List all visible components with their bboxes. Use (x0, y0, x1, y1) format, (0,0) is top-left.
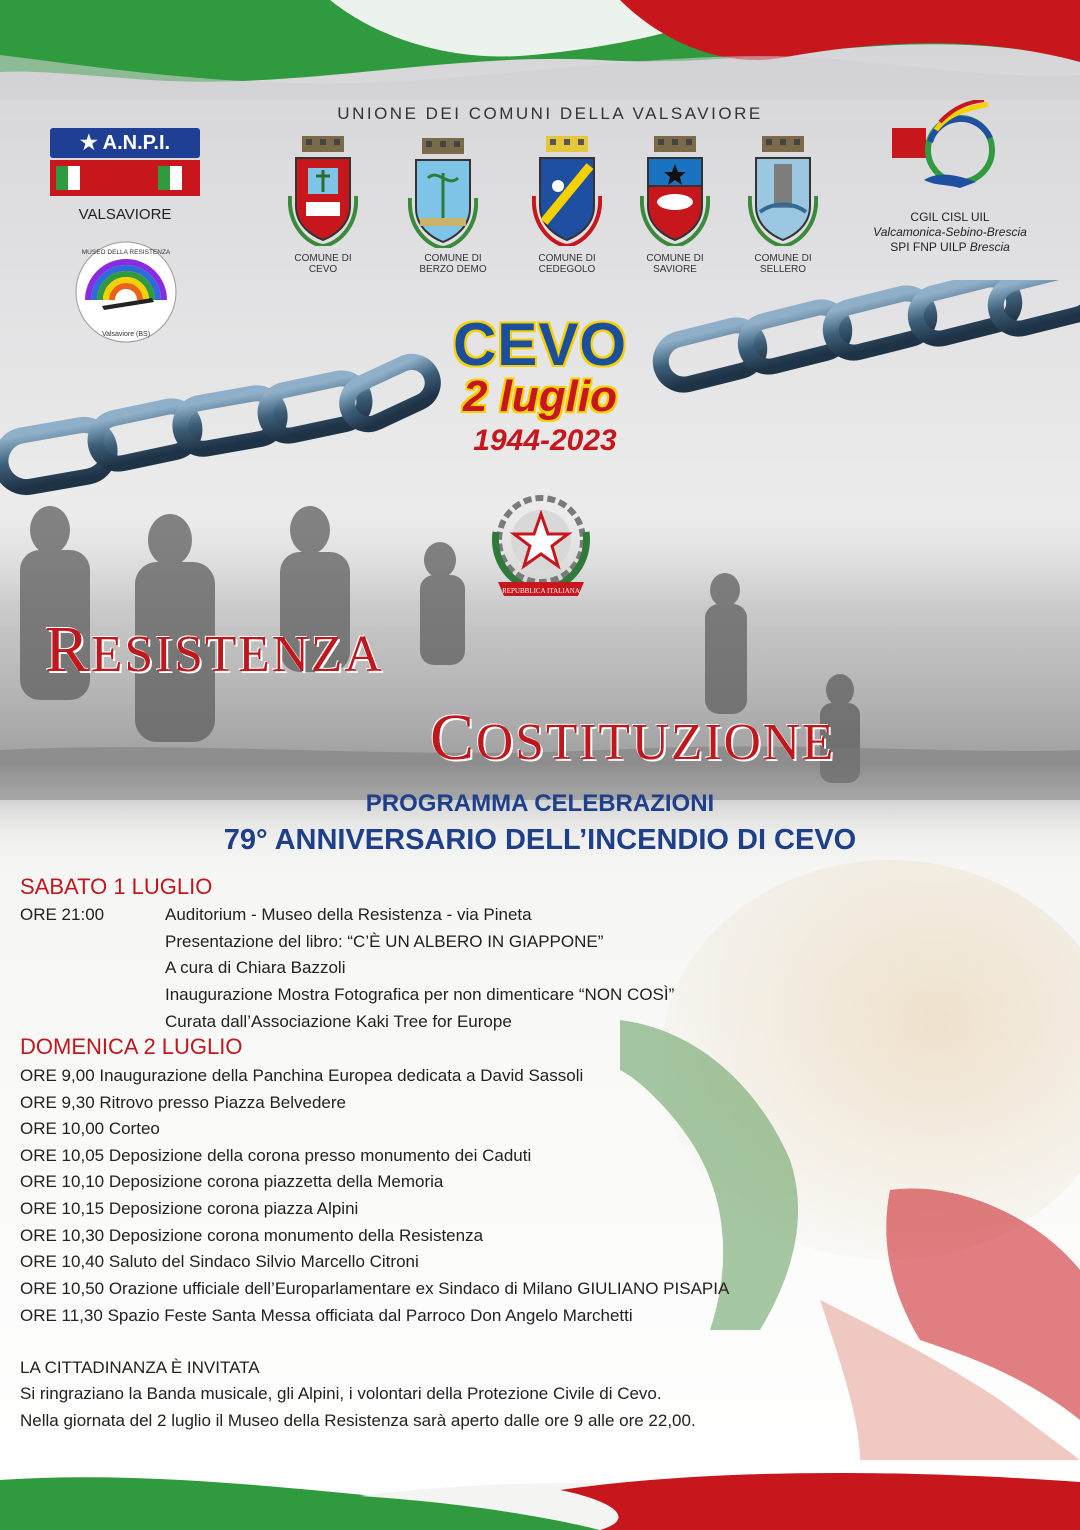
coat-of-arms-icon (748, 136, 818, 246)
sunday-item: ORE 10,15 Deposizione corona piazza Alpini (20, 1199, 359, 1218)
anpi-logo (50, 128, 200, 198)
museo-bottom-text: Valsaviore (BS) (101, 331, 151, 338)
museo-ring-text: MUSEO DELLA RESISTENZA (81, 249, 171, 256)
sunday-item: ORE 11,30 Spazio Feste Santa Messa officiata dal Parroco Don Angelo Marchetti (20, 1306, 633, 1325)
unions-line3-names: SPI FNP UILP (890, 240, 970, 254)
crest-label-saviore (620, 253, 730, 275)
event-date: 2 luglio (463, 372, 617, 421)
title-rest: OSTITUZIONE (476, 714, 836, 771)
crest-saviore (640, 136, 710, 251)
programme-heading: PROGRAMMA CELEBRAZIONI (365, 790, 715, 817)
coat-of-arms-icon (408, 138, 478, 248)
coat-of-arms-icon (640, 136, 710, 246)
crest-cevo (288, 136, 358, 251)
title-rest: ESISTENZA (91, 626, 384, 683)
italian-republic-emblem-icon (478, 482, 604, 608)
comune-name: SAVIORE (653, 264, 697, 275)
unions-line3-place: Brescia (969, 240, 1010, 254)
thanks-text: Si ringraziano la Banda musicale, gli Alpini, i volontari della Protezione Civile di Cevo. (20, 1384, 662, 1403)
hands-with-flag-illustration (560, 860, 1080, 1470)
crest-label-cevo (268, 253, 378, 275)
italian-flag-bottom-banner (0, 1460, 1080, 1530)
saturday-heading: SABATO 1 LUGLIO (20, 874, 213, 899)
union-title: UNIONE DEI COMUNI DELLA VALSAVIORE (337, 104, 763, 123)
crest-berzo-demo (408, 138, 478, 253)
museum-hours-text: Nella giornata del 2 luglio il Museo della Resistenza sarà aperto dalle ore 9 alle ore 22,00. (20, 1411, 696, 1430)
saturday-text: Auditorium - Museo della Resistenza - via Pineta (165, 905, 532, 924)
coat-of-arms-icon (532, 136, 602, 246)
comune-name: SELLERO (759, 264, 807, 275)
sunday-item: ORE 10,30 Deposizione corona monumento della Resistenza (20, 1226, 484, 1245)
title-resistenza (45, 612, 384, 688)
event-place: CEVO (452, 311, 628, 378)
comune-label-line1: COMUNE DI (424, 253, 482, 264)
emblem-ribbon-text: REPUBBLICA ITALIANA (502, 587, 580, 595)
comune-label-line1: COMUNE DI (754, 253, 812, 264)
comune-name: CEDEGOLO (538, 264, 596, 275)
anpi-flags-icon (50, 160, 200, 196)
unions-text (850, 210, 1050, 255)
crest-sellero (748, 136, 818, 251)
comune-label-line1: COMUNE DI (646, 253, 704, 264)
sunday-item: ORE 10,00 Corteo (20, 1119, 160, 1138)
comune-label-line1: COMUNE DI (294, 253, 352, 264)
unions-line2: Valcamonica-Sebino-Brescia (873, 225, 1027, 239)
italian-flag-top-banner (0, 0, 1080, 100)
invitation-text: LA CITTADINANZA È INVITATA (20, 1358, 260, 1377)
saturday-time: ORE 21:00 (20, 905, 105, 924)
title-costituzione (430, 700, 835, 776)
title-initial: C (430, 701, 477, 774)
saturday-line: Curata dall’Associazione Kaki Tree for Europe (165, 1012, 512, 1031)
sunday-item: ORE 10,05 Deposizione della corona presso monumento dei Caduti (20, 1146, 532, 1165)
unions-logo (880, 100, 1000, 200)
crest-label-berzo-demo (398, 253, 508, 275)
unions-line1: CGIL CISL UIL (910, 210, 990, 224)
coat-of-arms-icon (288, 136, 358, 246)
sunday-item: ORE 10,10 Deposizione corona piazzetta della Memoria (20, 1172, 444, 1191)
crest-cedegolo (532, 136, 602, 251)
saturday-line: A cura di Chiara Bazzoli (165, 958, 346, 977)
crest-label-cedegolo (512, 253, 622, 275)
unions-line3 (850, 240, 1050, 255)
saturday-line: Presentazione del libro: “C’È UN ALBERO IN GIAPPONE” (165, 932, 604, 951)
sunday-item: ORE 10,50 Orazione ufficiale dell’Europarlamentare ex Sindaco di Milano GIULIANO PISAPIA (20, 1279, 730, 1298)
comune-name: CEVO (308, 264, 338, 275)
sunday-item: ORE 9,30 Ritrovo presso Piazza Belvedere (20, 1093, 346, 1112)
saturday-line (20, 905, 532, 925)
sunday-item: ORE 9,00 Inaugurazione della Panchina Europea dedicata a David Sassoli (20, 1066, 584, 1085)
anpi-subtitle: VALSAVIORE (78, 206, 172, 223)
crest-label-sellero (728, 253, 838, 275)
comune-label-line1: COMUNE DI (538, 253, 596, 264)
comune-name: BERZO DEMO (419, 264, 487, 275)
event-years: 1944-2023 (473, 424, 617, 457)
saturday-line: Inaugurazione Mostra Fotografica per non dimenticare “NON COSÌ” (165, 985, 675, 1004)
anniversary-heading: 79° ANNIVERSARIO DELL’INCENDIO DI CEVO (223, 824, 857, 856)
sunday-item: ORE 10,40 Saluto del Sindaco Silvio Marcello Citroni (20, 1252, 419, 1271)
title-initial: R (45, 613, 92, 686)
sunday-heading: DOMENICA 2 LUGLIO (20, 1034, 243, 1059)
anpi-name: ★ A.N.P.I. (50, 128, 200, 158)
